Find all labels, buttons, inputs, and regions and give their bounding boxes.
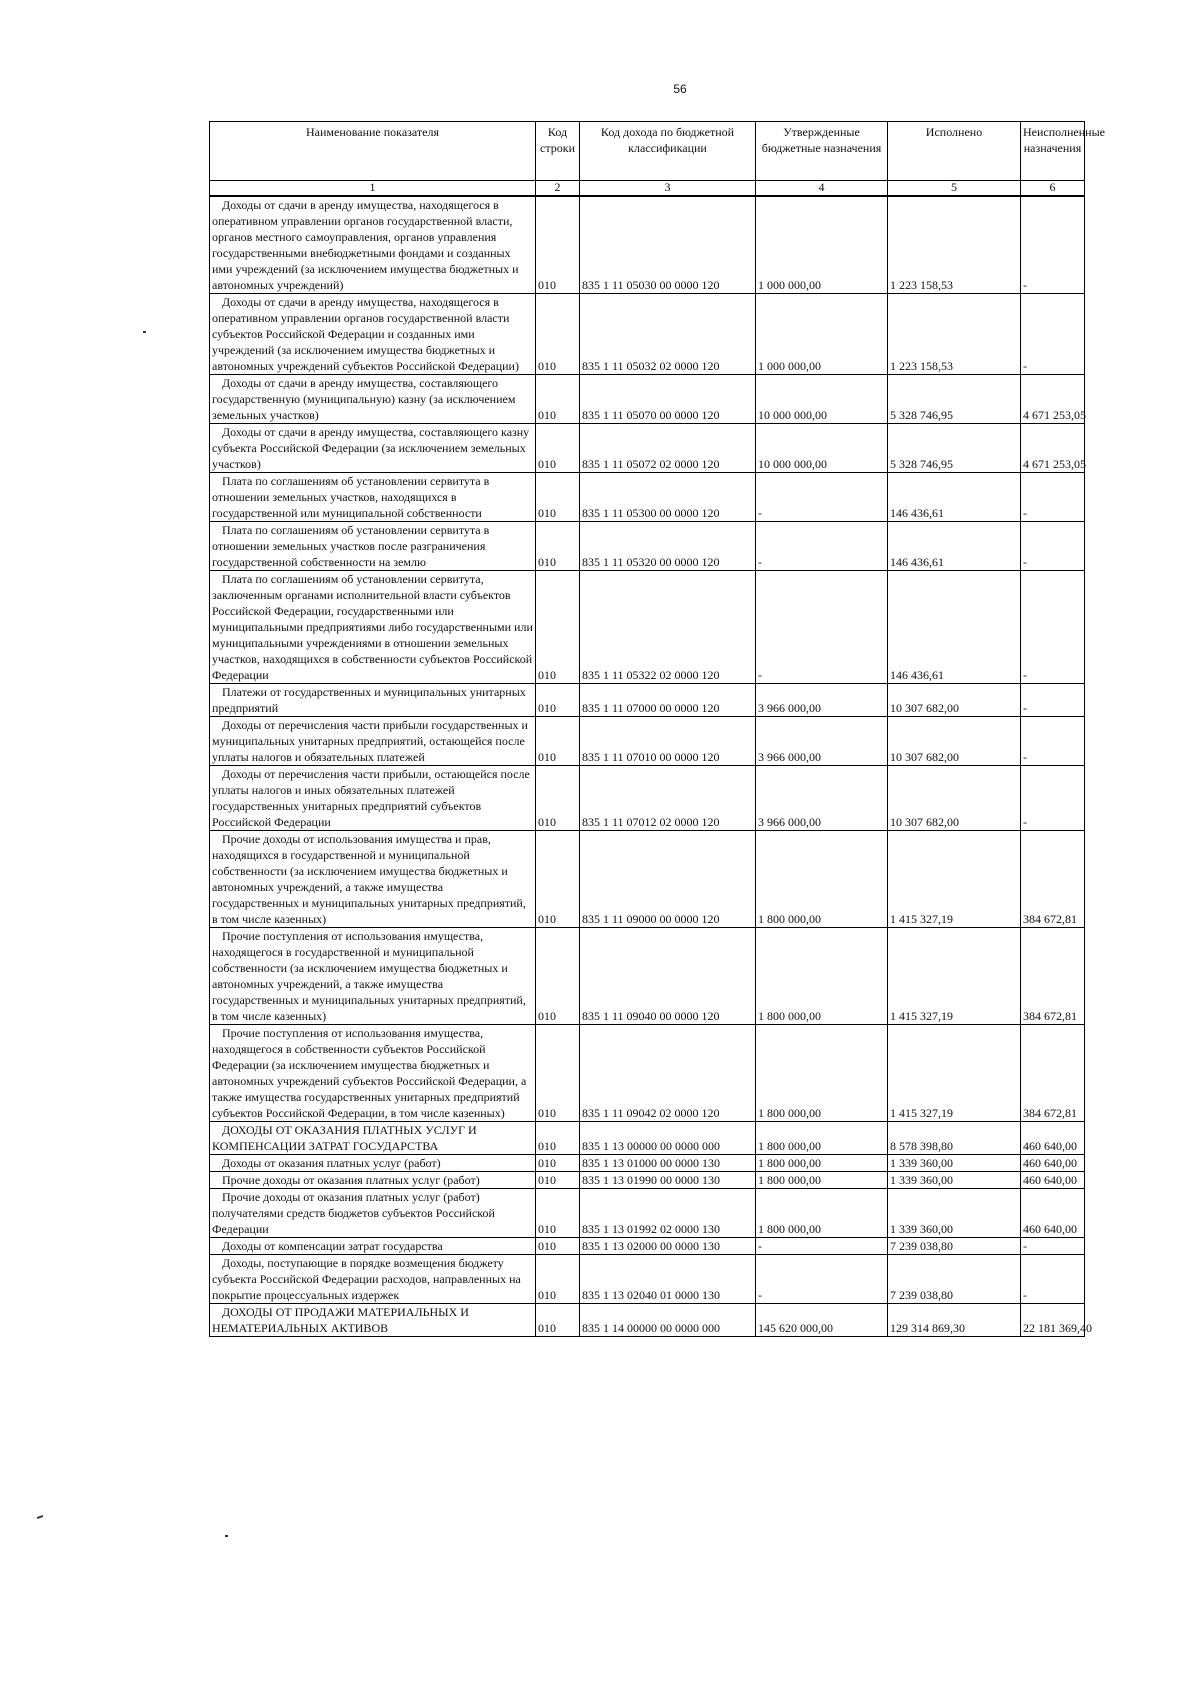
revenue-code: 835 1 11 07012 02 0000 120 [580,766,756,831]
line-code: 010 [536,294,580,375]
unexecuted-amount: - [1021,1238,1085,1255]
revenue-code: 835 1 11 07000 00 0000 120 [580,684,756,717]
unexecuted-amount: 384 672,81 [1021,831,1085,928]
indicator-name: Доходы от сдачи в аренду имущества, находящегося в оперативном управлении органов государственной власти субъектов Российской Федерации и созданных ими учреждений (за исключением имущества бюджетных и автономных учреждений субъектов Российской Федерации) [210,294,536,375]
table-row [210,294,1085,375]
indicator-name: Доходы от сдачи в аренду имущества, находящегося в оперативном управлении органов государственной власти, органов местного самоуправления, органов управления государственными внебюджетными фондами и созданных ими учреждений (за исключением имущества бюджетных и автономных учреждений) [210,196,536,294]
table-row [210,1304,1085,1337]
executed-amount: 5 328 746,95 [888,375,1021,424]
table-row [210,928,1085,1025]
line-code: 010 [536,473,580,522]
approved-amount: - [756,522,888,571]
line-code: 010 [536,1122,580,1155]
table-row [210,196,1085,294]
indicator-name: Прочие доходы от использования имущества и прав, находящихся в государственной и муниципальной собственности (за исключением имущества бюджетных и автономных учреждений, а также имущества государственных и муниципальных унитарных предприятий, в том числе казенных) [210,831,536,928]
approved-amount: - [756,571,888,684]
unexecuted-amount: 22 181 369,40 [1021,1304,1085,1337]
revenue-code: 835 1 14 00000 00 0000 000 [580,1304,756,1337]
indicator-name: ДОХОДЫ ОТ ПРОДАЖИ МАТЕРИАЛЬНЫХ И НЕМАТЕРИАЛЬНЫХ АКТИВОВ [210,1304,536,1337]
executed-amount: 146 436,61 [888,522,1021,571]
table-row [210,1122,1085,1155]
line-code: 010 [536,831,580,928]
approved-amount: 3 966 000,00 [756,684,888,717]
line-code: 010 [536,375,580,424]
header-unexecuted: Неисполненные назначения [1021,122,1085,181]
line-code: 010 [536,424,580,473]
column-number: 6 [1021,181,1085,197]
revenue-code: 835 1 11 09040 00 0000 120 [580,928,756,1025]
unexecuted-amount: - [1021,766,1085,831]
table-row [210,375,1085,424]
executed-amount: 10 307 682,00 [888,717,1021,766]
unexecuted-amount: 460 640,00 [1021,1189,1085,1238]
table-row [210,1255,1085,1304]
header-row [210,122,1085,181]
revenue-code: 835 1 11 05300 00 0000 120 [580,473,756,522]
indicator-name: Платежи от государственных и муниципальных унитарных предприятий [210,684,536,717]
approved-amount: 3 966 000,00 [756,766,888,831]
revenue-code: 835 1 11 05320 00 0000 120 [580,522,756,571]
revenue-code: 835 1 13 00000 00 0000 000 [580,1122,756,1155]
executed-amount: 7 239 038,80 [888,1238,1021,1255]
executed-amount: 146 436,61 [888,571,1021,684]
table-row [210,831,1085,928]
indicator-name: Плата по соглашениям об установлении сервитута, заключенным органами исполнительной власти субъектов Российской Федерации, государственными или муниципальными предприятиями либо государственными или муниципальными учреждениями в отношении земельных участков, находящихся в собственности субъектов Российской Федерации [210,571,536,684]
indicator-name: Прочие поступления от использования имущества, находящегося в собственности субъектов Российской Федерации (за исключением имущества бюджетных и автономных учреждений субъектов Российской Федерации, а также имущества государственных унитарных предприятий субъектов Российской Федерации, в том числе казенных) [210,1025,536,1122]
revenue-code: 835 1 11 05032 02 0000 120 [580,294,756,375]
scan-speck [37,1515,43,1519]
unexecuted-amount: 460 640,00 [1021,1155,1085,1172]
column-number: 4 [756,181,888,197]
indicator-name: Плата по соглашениям об установлении сервитута в отношении земельных участков после разграничения государственной собственности на землю [210,522,536,571]
revenue-code: 835 1 13 02040 01 0000 130 [580,1255,756,1304]
executed-amount: 8 578 398,80 [888,1122,1021,1155]
page-number: 56 [673,82,687,96]
executed-amount: 1 415 327,19 [888,831,1021,928]
unexecuted-amount: - [1021,571,1085,684]
executed-amount: 10 307 682,00 [888,684,1021,717]
approved-amount: 1 800 000,00 [756,1155,888,1172]
executed-amount: 1 339 360,00 [888,1172,1021,1189]
executed-amount: 5 328 746,95 [888,424,1021,473]
line-code: 010 [536,1025,580,1122]
column-number: 5 [888,181,1021,197]
table-row [210,1238,1085,1255]
unexecuted-amount: - [1021,684,1085,717]
revenue-code: 835 1 13 02000 00 0000 130 [580,1238,756,1255]
revenue-code: 835 1 13 01990 00 0000 130 [580,1172,756,1189]
indicator-name: Доходы от сдачи в аренду имущества, составляющего государственную (муниципальную) казну (за исключением земельных участков) [210,375,536,424]
unexecuted-amount: - [1021,196,1085,294]
line-code: 010 [536,522,580,571]
revenue-code: 835 1 11 05072 02 0000 120 [580,424,756,473]
table-row [210,1172,1085,1189]
indicator-name: Доходы от перечисления части прибыли, остающейся после уплаты налогов и иных обязательных платежей государственных унитарных предприятий субъектов Российской Федерации [210,766,536,831]
unexecuted-amount: 460 640,00 [1021,1172,1085,1189]
executed-amount: 1 415 327,19 [888,928,1021,1025]
table-row [210,717,1085,766]
unexecuted-amount: - [1021,1255,1085,1304]
table-row [210,1189,1085,1238]
table-row [210,1155,1085,1172]
table-row [210,424,1085,473]
revenue-code: 835 1 13 01992 02 0000 130 [580,1189,756,1238]
revenue-code: 835 1 11 05070 00 0000 120 [580,375,756,424]
line-code: 010 [536,1304,580,1337]
indicator-name: Прочие поступления от использования имущества, находящегося в государственной и муниципальной собственности (за исключением имущества бюджетных и автономных учреждений, а также имущества государственных и муниципальных унитарных предприятий, в том числе казенных) [210,928,536,1025]
table-row [210,473,1085,522]
executed-amount: 1 415 327,19 [888,1025,1021,1122]
indicator-name: Доходы от перечисления части прибыли государственных и муниципальных унитарных предприятий, остающейся после уплаты налогов и обязательных платежей [210,717,536,766]
revenue-code: 835 1 11 05322 02 0000 120 [580,571,756,684]
line-code: 010 [536,1172,580,1189]
approved-amount: 145 620 000,00 [756,1304,888,1337]
table-row [210,522,1085,571]
unexecuted-amount: 460 640,00 [1021,1122,1085,1155]
line-code: 010 [536,928,580,1025]
approved-amount: 1 800 000,00 [756,928,888,1025]
indicator-name: Плата по соглашениям об установлении сервитута в отношении земельных участков, находящихся в государственной или муниципальной собственности [210,473,536,522]
header-line-code: Код строки [536,122,580,181]
column-number: 1 [210,181,536,197]
indicator-name: Доходы от сдачи в аренду имущества, составляющего казну субъекта Российской Федерации (за исключением земельных участков) [210,424,536,473]
unexecuted-amount: 384 672,81 [1021,928,1085,1025]
line-code: 010 [536,684,580,717]
revenue-code: 835 1 13 01000 00 0000 130 [580,1155,756,1172]
line-code: 010 [536,1255,580,1304]
unexecuted-amount: - [1021,294,1085,375]
executed-amount: 1 223 158,53 [888,196,1021,294]
revenue-code: 835 1 11 09042 02 0000 120 [580,1025,756,1122]
approved-amount: 1 800 000,00 [756,1172,888,1189]
unexecuted-amount: 4 671 253,05 [1021,375,1085,424]
indicator-name: ДОХОДЫ ОТ ОКАЗАНИЯ ПЛАТНЫХ УСЛУГ И КОМПЕНСАЦИИ ЗАТРАТ ГОСУДАРСТВА [210,1122,536,1155]
line-code: 010 [536,571,580,684]
table-row [210,684,1085,717]
line-code: 010 [536,766,580,831]
indicator-name: Прочие доходы от оказания платных услуг (работ) [210,1172,536,1189]
approved-amount: 1 000 000,00 [756,196,888,294]
unexecuted-amount: 384 672,81 [1021,1025,1085,1122]
indicator-name: Прочие доходы от оказания платных услуг (работ) получателями средств бюджетов субъектов Российской Федерации [210,1189,536,1238]
executed-amount: 7 239 038,80 [888,1255,1021,1304]
line-code: 010 [536,1189,580,1238]
line-code: 010 [536,1155,580,1172]
unexecuted-amount: - [1021,473,1085,522]
table-row [210,766,1085,831]
approved-amount: 1 800 000,00 [756,1025,888,1122]
unexecuted-amount: - [1021,717,1085,766]
approved-amount: 3 966 000,00 [756,717,888,766]
executed-amount: 1 223 158,53 [888,294,1021,375]
column-number: 2 [536,181,580,197]
column-number: 3 [580,181,756,197]
executed-amount: 146 436,61 [888,473,1021,522]
approved-amount: - [756,473,888,522]
header-revenue-code: Код дохода по бюджетной классификации [580,122,756,181]
table-row [210,1025,1085,1122]
executed-amount: 1 339 360,00 [888,1155,1021,1172]
executed-amount: 1 339 360,00 [888,1189,1021,1238]
header-indicator-name: Наименование показателя [210,122,536,181]
approved-amount: 10 000 000,00 [756,424,888,473]
scan-speck [143,331,146,333]
revenue-code: 835 1 11 05030 00 0000 120 [580,196,756,294]
unexecuted-amount: 4 671 253,05 [1021,424,1085,473]
executed-amount: 129 314 869,30 [888,1304,1021,1337]
revenue-table [209,121,1105,1337]
approved-amount: 1 800 000,00 [756,1122,888,1155]
revenue-code: 835 1 11 07010 00 0000 120 [580,717,756,766]
header-approved: Утвержденные бюджетные назначения [756,122,888,181]
approved-amount: 1 000 000,00 [756,294,888,375]
indicator-name: Доходы, поступающие в порядке возмещения бюджету субъекта Российской Федерации расходов, направленных на покрытие процессуальных издержек [210,1255,536,1304]
approved-amount: 10 000 000,00 [756,375,888,424]
indicator-name: Доходы от компенсации затрат государства [210,1238,536,1255]
approved-amount: 1 800 000,00 [756,1189,888,1238]
line-code: 010 [536,196,580,294]
approved-amount: 1 800 000,00 [756,831,888,928]
approved-amount: - [756,1238,888,1255]
unexecuted-amount: - [1021,522,1085,571]
revenue-code: 835 1 11 09000 00 0000 120 [580,831,756,928]
header-executed: Исполнено [888,122,1021,181]
line-code: 010 [536,1238,580,1255]
table-row [210,571,1085,684]
approved-amount: - [756,1255,888,1304]
column-number-row [210,181,1085,197]
executed-amount: 10 307 682,00 [888,766,1021,831]
line-code: 010 [536,717,580,766]
scan-speck [225,1535,228,1537]
indicator-name: Доходы от оказания платных услуг (работ) [210,1155,536,1172]
